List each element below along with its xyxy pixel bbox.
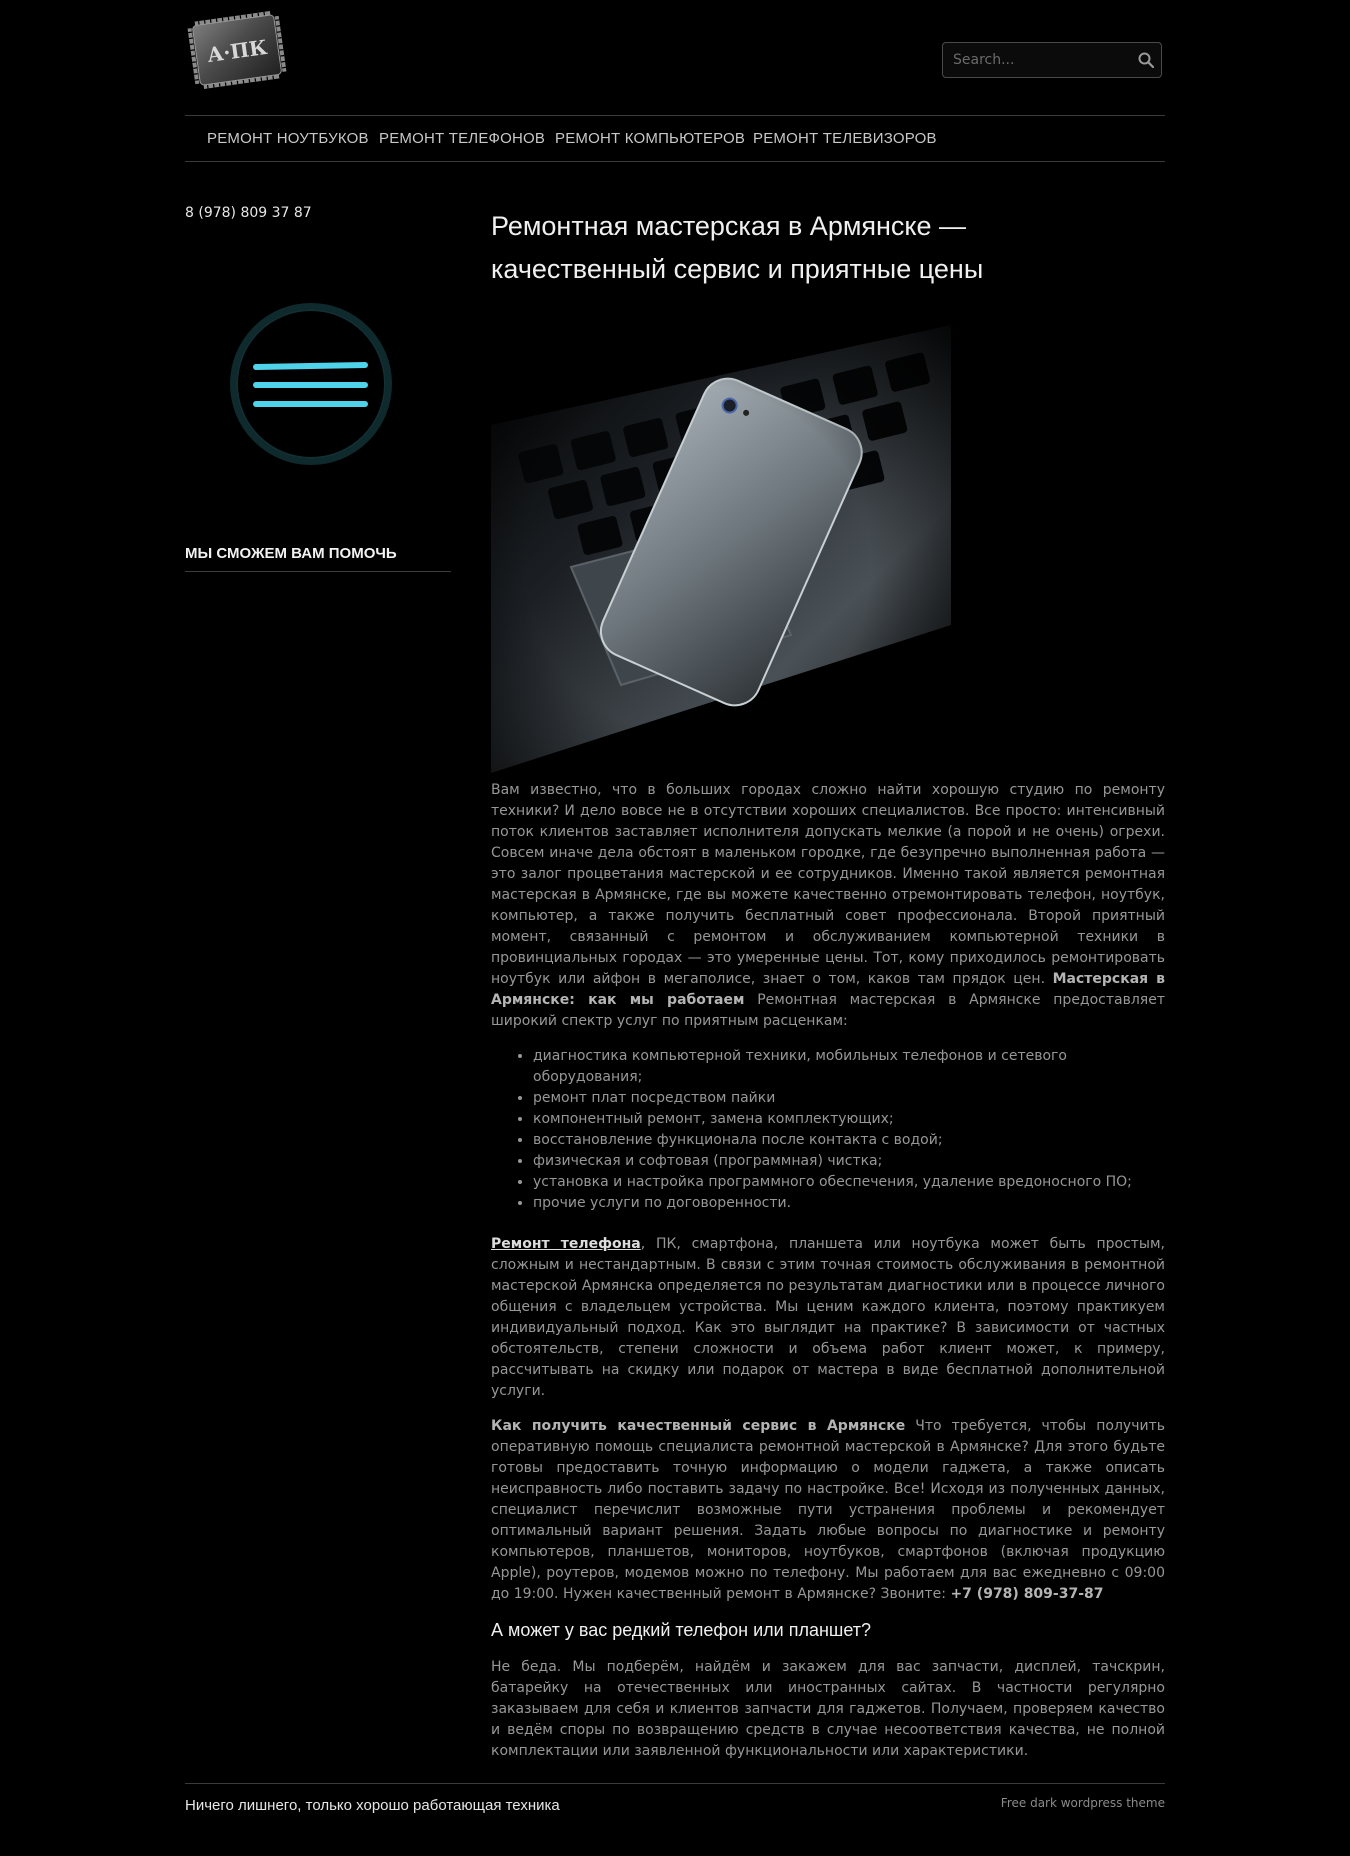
phone-repair-link[interactable]: Ремонт телефона: [491, 1236, 641, 1252]
sidebar-phone: 8 (978) 809 37 87: [185, 205, 312, 221]
services-list: [491, 1046, 1165, 1214]
nav-item-phone-repair[interactable]: РЕМОНТ ТЕЛЕФОНОВ: [379, 130, 546, 147]
hero-image-phone-on-laptop: [491, 305, 951, 773]
footer-tagline: Ничего лишнего, только хорошо работающая техника: [185, 1797, 560, 1814]
page-title: [491, 205, 1166, 291]
list-item: • физическая и софтовая (программная) чистка;: [533, 1151, 1165, 1172]
pricing-paragraph: [491, 1234, 1165, 1402]
site-logo[interactable]: [185, 8, 289, 92]
nav-item-tv-repair[interactable]: РЕМОНТ ТЕЛЕВИЗОРОВ: [753, 130, 937, 147]
intro-text: Вам известно, что в больших городах сложно найти хорошую студию по ремонту техники? И дело вовсе не в отсутствии хороших специалистов. Все просто: интенсивный поток клиентов заставляет исполнителя допускать мелкие (а порой и не очень) огрехи. Совсем иначе дела обстоят в маленьком городке, где безупречно выполненная работа — это залог процветания мастерской и ее сотрудников. Именно такой является ремонтная мастерская в Армянске, где вы можете качественно отремонтировать телефон, ноутбук, компьютер, а также получить бесплатный совет профессионала. Второй приятный момент, связанный с ремонтом и обслуживанием компьютерной техники в провинциальных городах — это умеренные цены. Тот, кому приходилось ремонтировать ноутбук или айфон в мегаполисе, знает о том, каков там прядок цен.: [491, 782, 1165, 987]
search-box: [942, 42, 1162, 78]
contact-phone: +7 (978) 809-37-87: [950, 1586, 1104, 1602]
nav-item-computer-repair[interactable]: РЕМОНТ КОМПЬЮТЕРОВ: [555, 130, 746, 147]
main-nav: [185, 115, 1165, 162]
list-item: • компонентный ремонт, замена комплектующих;: [533, 1109, 1165, 1130]
list-item: • ремонт плат посредством пайки: [533, 1088, 1165, 1109]
logo-text: А·ПК: [205, 34, 269, 68]
list-item: • диагностика компьютерной техники, мобильных телефонов и сетевого оборудования;: [533, 1046, 1165, 1088]
service-text: Что требуется, чтобы получить оперативную помощь специалиста ремонтной мастерской в Армянске? Для этого будьте готовы предоставить точную информацию о модели гаджета, а также описать неисправность либо поставить задачу по настройке. Все! Исходя из полученных данных, специалист перечислит возможные пути устранения проблемы и рекомендует оптимальный вариант решения. Задать любые вопросы по диагностике и ремонту компьютеров, планшетов, мониторов, ноутбуков, смартфонов (включая продукцию Apple), роутеров, модемов можно по телефону. Мы работаем для вас ежедневно с 09:00 до 19:00. Нужен качественный ремонт в Армянске? Звоните:: [491, 1418, 1165, 1602]
service-bold-heading: Как получить качественный сервис в Армянске: [491, 1418, 906, 1434]
list-item: • установка и настройка программного обеспечения, удаление вредоносного ПО;: [533, 1172, 1165, 1193]
list-item: • восстановление функционала после контакта с водой;: [533, 1130, 1165, 1151]
page-title-line-1: Ремонтная мастерская в Армянске —: [491, 211, 967, 241]
footer-credit[interactable]: Free dark wordpress theme: [1000, 1796, 1165, 1810]
footer: [185, 1783, 1165, 1814]
intro-paragraph: [491, 780, 1165, 1032]
menu-icon[interactable]: [227, 303, 395, 465]
search-icon[interactable]: [1137, 51, 1155, 69]
parts-paragraph: Не беда. Мы подберём, найдём и закажем для вас запчасти, дисплей, тачскрин, батарейку на отечественных или иностранных сайтах. В частности регулярно заказываем для себя и клиентов запчасти для гаджетов. Получаем, проверяем качество и ведём споры по возвращению средств в случае несоответствия качества, не полной комплектации или заявленной функциональности или характеристики.: [491, 1659, 1165, 1759]
list-item: • прочие услуги по договоренности.: [533, 1193, 1165, 1214]
page-title-line-2: качественный сервис и приятные цены: [491, 254, 984, 284]
search-input[interactable]: [943, 43, 1133, 77]
service-paragraph: [491, 1416, 1165, 1605]
intro-bold-heading: Мастерская в Армянске: как мы работаем: [491, 971, 1165, 1008]
intro-tail-text: Ремонтная мастерская в Армянске предоставляет широкий спектр услуг по приятным расценкам:: [491, 992, 1166, 1029]
article-body: [491, 780, 1165, 1776]
nav-item-laptop-repair[interactable]: РЕМОНТ НОУТБУКОВ: [207, 130, 369, 147]
sidebar-heading: МЫ СМОЖЕМ ВАМ ПОМОЧЬ: [185, 545, 451, 572]
pricing-text: , ПК, смартфона, планшета или ноутбука может быть простым, сложным и нестандартным. В связи с этим точная стоимость обслуживания в ремонтной мастерской Армянска определяется по результатам диагностики или в процессе личного общения с владельцем устройства. Мы ценим каждого клиента, поэтому практикуем индивидуальный подход. Как это выглядит на практике? В зависимости от частных обстоятельств, степени сложности и объема работ клиент может, к примеру, рассчитывать на скидку или подарок от мастера в виде бесплатной дополнительной услуги.: [491, 1236, 1165, 1399]
rare-phone-heading: А может у вас редкий телефон или планшет?: [491, 1620, 872, 1640]
